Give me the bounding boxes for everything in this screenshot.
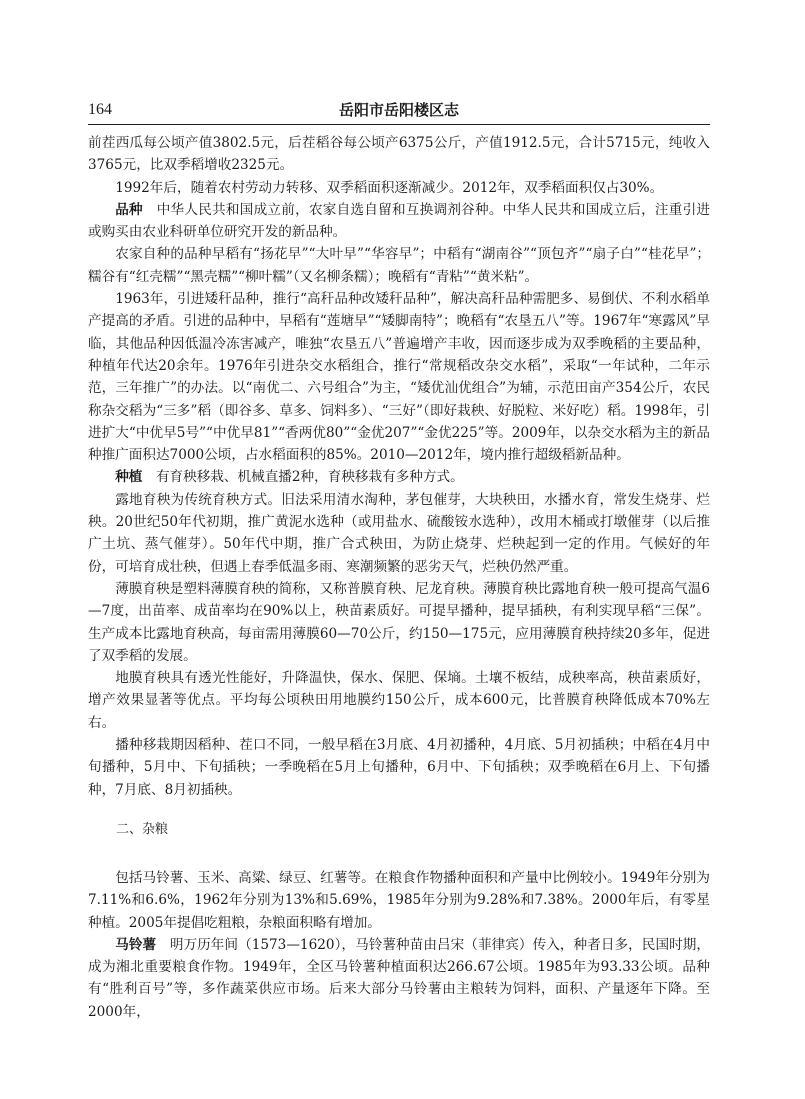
paragraph-term: 马铃薯: [115, 936, 157, 953]
paragraph: 播种移栽期因稻种、茬口不同，一般早稻在3月底、4月初播种，4月底、5月初插秧；中稻在4月中旬播种，5月中、下旬插秧；一季晚稻在5月上旬播种，6月中、下旬插秧；双季晚稻在6月上、下旬播种，7月底、8月初插秧。: [88, 737, 710, 798]
paragraph: 品种 中华人民共和国成立前，农家自选自留和互换调剂谷种。中华人民共和国成立后，注重引进或购买由农业科研单位研究开发的新品种。: [88, 201, 711, 241]
paragraph: 种植 有育秧移栽、机械直播2种，育秧移栽有多种方式。: [115, 469, 464, 486]
section-heading: 二、杂粮: [116, 821, 169, 837]
header-rule: [88, 124, 710, 125]
paragraph: 地膜育秧具有透光性能好，升降温快，保水、保肥、保墒。土壤不板结，成秧率高，秧苗素质好，增产效果显著等优点。平均每公顷秧田用地膜约150公斤，成本600元，比普膜育秧降低成本70%左右。: [88, 670, 710, 731]
paragraph: 薄膜育秧是塑料薄膜育秧的简称，又称普膜育秧、尼龙育秧。薄膜育秧比露地育秧一般可提高气温6—7度，出苗率、成苗率均在90%以上，秧苗素质好。可提早播种，提早插秧，有利实现早稻“三保”。生产成本比露地育秧高，每亩需用薄膜60—70公斤，约150—175元，应用薄膜育秧持续20多年，促进了双季稻的发展。: [88, 580, 710, 664]
paragraph-term: 品种: [115, 201, 143, 218]
running-title: 岳阳市岳阳楼区志: [338, 101, 459, 119]
body-text: [88, 132, 710, 1023]
paragraph: 1963年，引进矮秆品种，推行“高秆品种改矮秆品种”，解决高秆品种需肥多、易倒伏、不利水稻单产提高的矛盾。引进的品种中，早稻有“莲塘早”“矮脚南特”；晚稻有“农垦五八”等。1967年“寒露风”早临，其他品种因低温冷冻害减产，唯独“农垦五八”普遍增产丰收，因而逐步成为双季晚稻的主要品种，种植年代达20余年。1976年引进杂交水稻组合，推行“常规稻改杂交水稻”，采取“一年试种，二年示范，三年推广”的办法。以“南优二、六号组合”为主，“矮优汕优组合”为辅，示范田亩产354公斤，农民称杂交稻为“三多”稻（即谷多、草多、饲料多）、“三好”（即好栽秧、好脱粒、米好吃）稻。1998年，引进扩大“中优早5号”“中优早81”“香两优80”“金优207”“金优225”等。2009年，以杂交水稻为主的新品种推广面积达7000公顷，占水稻面积的85%。2010—2012年，境内推行超级稻新品种。: [88, 291, 710, 464]
paragraph: 前茬西瓜每公顷产值3802.5元，后茬稻谷每公顷产6375公斤，产值1912.5元，合计5715元，纯收入3765元，比双季稻增收2325元。: [88, 135, 710, 174]
page-header: [88, 99, 710, 123]
paragraph: 农家自种的品种早稻有“扬花早”“大叶早”“华容早”；中稻有“湖南谷”“顶包齐”“扇子白”“桂花早”；糯谷有“红壳糯”“黑壳糯”“柳叶糯”（又名柳条糯）；晚稻有“青粘”“黄米粘”。: [88, 246, 710, 285]
paragraph: 露地育秧为传统育秧方式。旧法采用清水淘种，茅包催芽，大块秧田，水播水育，常发生烧芽、烂秧。20世纪50年代初期，推广黄泥水选种（或用盐水、硫酸铵水选种），改用木桶或打墩催芽（以后推广土坑、蒸气催芽）。50年代中期，推广合式秧田，为防止烧芽、烂秧起到一定的作用。气候好的年份，可培育成壮秧，但遇上春季低温多雨、寒潮频繁的恶劣天气，烂秧仍然严重。: [88, 491, 710, 575]
paragraph-term: 种植: [115, 469, 143, 486]
paragraph: 包括马铃薯、玉米、高粱、绿豆、红薯等。在粮食作物播种面积和产量中比例较小。1949年分别为7.11%和6.6%，1962年分别为13%和5.69%，1985年分别为9.28%和7.38%。2000年后，有零星种植。2005年提倡吃粗粮，杂粮面积略有增加。: [88, 869, 710, 931]
paragraph: 马铃薯 明万历年间（1573—1620），马铃薯种苗由吕宋（菲律宾）传入，种者日多，民国时期，成为湘北重要粮食作物。1949年，全区马铃薯种植面积达266.67公顷。1985年为93.33公顷。品种有“胜利百号”等，多作蔬菜供应市场。后来大部分马铃薯由主粮转为饲料，面积、产量逐年下降。至2000年，: [88, 936, 711, 1020]
page-number: 164: [88, 101, 112, 118]
paragraph: 1992年后，随着农村劳动力转移、双季稻面积逐渐减少。2012年，双季稻面积仅占30%。: [115, 179, 664, 196]
